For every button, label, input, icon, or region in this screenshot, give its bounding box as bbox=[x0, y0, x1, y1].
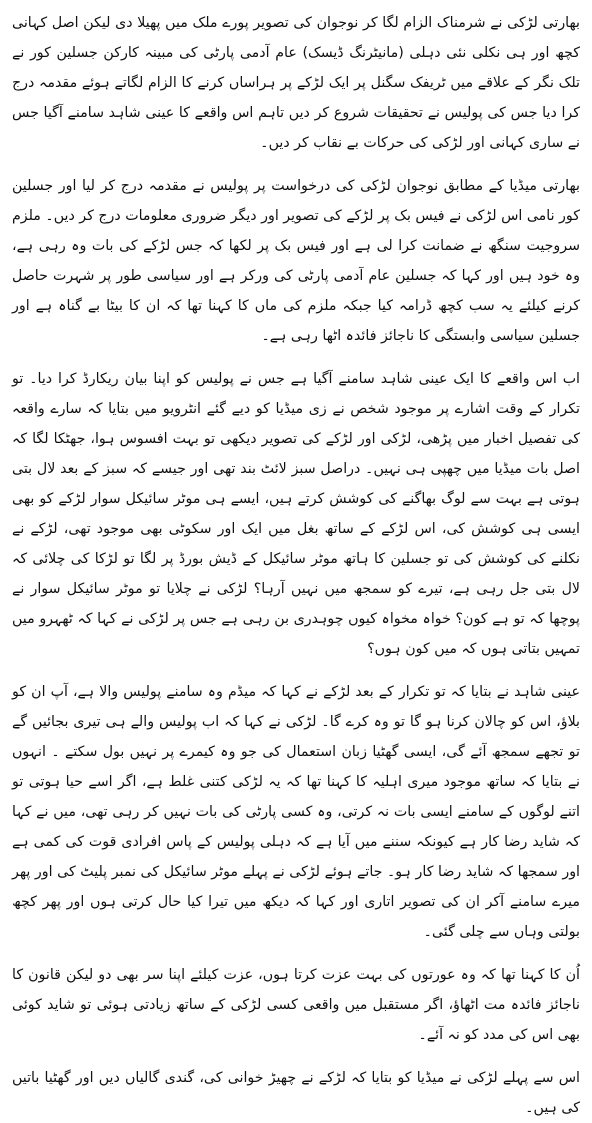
article-paragraph-2: بھارتی میڈیا کے مطابق نوجوان لڑکی کی درخواست پر پولیس نے مقدمہ درج کر لیا اور جسلین کور نامی اس لڑکی نے فیس بک پر لڑکے کی تصویر اور دیگر ضروری معلومات درج کر دیں۔ ملزم سروجیت سنگھ نے ضمانت کرا لی ہے اور فیس بک پر لکھا کہ جس لڑکے کی بات وہ رہی ہے، وہ خود ہیں اور کہا کہ جسلین عام آدمی پارٹی کی ورکر ہے اور سیاسی طور پر شہرت حاصل کرنے کیلئے یہ سب کچھ ڈرامہ کیا جبکہ ملزم کی ماں کا کہنا تھا کہ ان کا بیٹا بے گناہ ہے اور جسلین سیاسی وابستگی کا ناجائز فائدہ اٹھا رہی ہے۔ bbox=[12, 178, 580, 344]
article-paragraph-5: اُن کا کہنا تھا کہ وہ عورتوں کی بہت عزت کرتا ہوں، عزت کیلئے اپنا سر بھی دو لیکن قانون کا ناجائز فائدہ مت اٹھاؤ، اگر مستقبل میں واقعی کسی لڑکی کے ساتھ زیادتی ہوئی تو شاید کوئی بھی اس کی مدد کو نہ آئے۔ bbox=[12, 967, 580, 1043]
article-paragraph-1: بھارتی لڑکی نے شرمناک الزام لگا کر نوجوان کی تصویر پورے ملک میں پھیلا دی لیکن اصل کہانی کچھ اور ہی نکلی نئی دہلی (مانیٹرنگ ڈیسک) عام آدمی پارٹی کی مبینہ کارکن جسلین کور نے تلک نگر کے علاقے میں ٹریفک سگنل پر ایک لڑکے پر ہراساں کرنے کا الزام لگاتے ہوئے مقدمہ درج کرا دیا جس کی پولیس نے تحقیقات شروع کر دیں تاہم اس واقعے کا عینی شاہد سامنے آگیا جس نے ساری کہانی اور لڑکی کی حرکات بے نقاب کر دیں۔ bbox=[12, 15, 580, 151]
article-paragraph-4: عینی شاہد نے بتایا کہ تو تکرار کے بعد لڑکے نے کہا کہ میڈم وہ سامنے پولیس والا ہے، آپ ان کو بلاؤ، اس کو چالان کرنا ہو گا تو وہ کرے گا۔ لڑکی نے کہا کہ اب پولیس والے ہی تیری بجائیں گے تو تجھے سمجھ آئے گی، ایسی گھٹیا زبان استعمال کی جو وہ کیمرے پر نہیں بول سکتے ۔ انہوں نے بتایا کہ ساتھ موجود میری اہلیہ کا کہنا تھا کہ یہ لڑکی کتنی غلط ہے، اگر اسے حیا ہوتی تو اتنے لوگوں کے سامنے ایسی بات نہ کرتی، وہ کسی پارٹی کی بات نہیں کر رہی تھی، میں نے کہا کہ شاید رضا کار ہے کیونکہ سننے میں آیا ہے کہ دہلی پولیس کے پاس افرادی قوت کی کمی ہے اور سمجھا کہ شاید رضا کار ہو۔ جاتے ہوئے لڑکی نے پہلے موٹر سائیکل کی نمبر پلیٹ کی اور پھر میرے سامنے آکر ان کی تصویر اتاری اور کہا کہ دیکھ میں تیرا کیا حال کرتی ہوں اور پھر کچھ بولتی وہاں سے چلی گئی۔ bbox=[12, 684, 580, 940]
article-paragraph-6: اس سے پہلے لڑکی نے میڈیا کو بتایا کہ لڑکے نے چھیڑ خوانی کی، گندی گالیاں دیں اور گھٹیا باتیں کی ہیں۔ bbox=[12, 1070, 580, 1116]
article-paragraph-3: اب اس واقعے کا ایک عینی شاہد سامنے آگیا ہے جس نے پولیس کو اپنا بیان ریکارڈ کرا دیا۔ تو تکرار کے وقت اشارے پر موجود شخص نے زی میڈیا کو دیے گئے انٹرویو میں بتایا کہ سارے واقعہ کی تفصیل اخبار میں پڑھی، لڑکی اور لڑکے کی تصویر دیکھی تو بہت افسوس ہوا، جھٹکا لگا کہ اصل بات میڈیا میں چھپی ہی نہیں۔ دراصل سبز لائٹ بند تھی اور جیسے کہ سبز کے بعد لال بتی ہوتی ہے بہت سے لوگ بھاگنے کی کوشش کرتے ہیں، ایسے ہی موٹر سائیکل سوار لڑکے کو بھی ایسی ہی کوشش کی، اس لڑکے کے ساتھ بغل میں ایک اور سکوٹی بھی موجود تھی، لڑکے نے نکلنے کی کوشش کی تو جسلین کا ہاتھ موٹر سائیکل کے ڈیش بورڈ پر لگا تو لڑکا کی چلائی کہ لال بتی جل رہی ہے، تیرے کو سمجھ میں نہیں آرہا؟ لڑکی نے چلایا تو موٹر سائیکل سوار نے پوچھا کہ تو ہے کون؟ خواہ مخواہ کیوں چوہدری بن رہی ہے جس پر لڑکی نے کہا کہ ٹھہرو میں تمہیں بتاتی ہوں کہ میں کون ہوں؟ bbox=[12, 371, 580, 657]
